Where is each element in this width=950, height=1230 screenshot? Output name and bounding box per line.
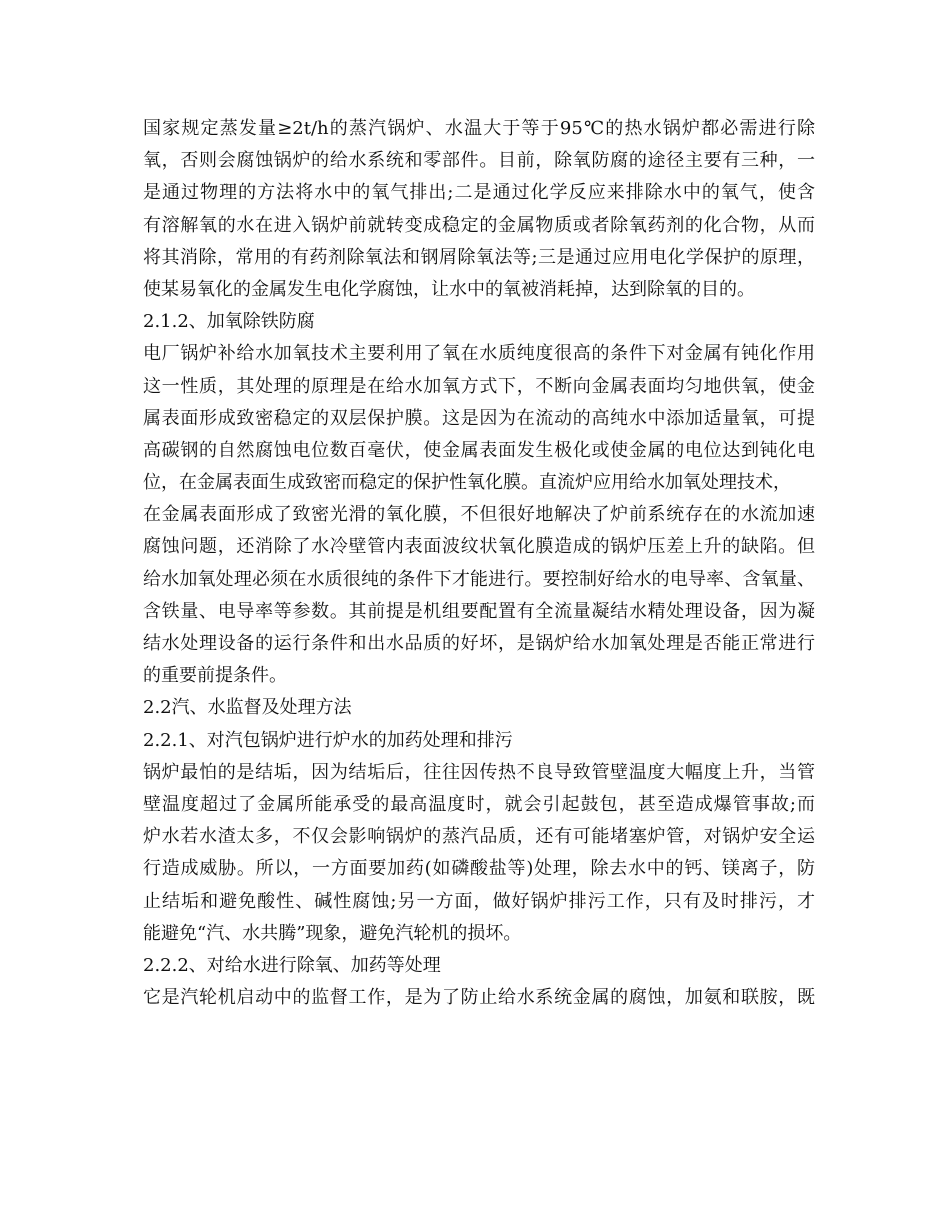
text-line: 锅炉最怕的是结垢，因为结垢后，往往因传热不良导致管壁温度大幅度上升，当管 <box>143 761 815 783</box>
text-line: 使某易氧化的金属发生电化学腐蚀，让水中的氧被消耗掉，达到除氧的目的。 <box>143 278 755 300</box>
text-line: 2.2.2、对给水进行除氧、加药等处理 <box>143 954 441 976</box>
text-line: 是通过物理的方法将水中的氧气排出;二是通过化学反应来排除水中的氧气，使含 <box>143 182 815 204</box>
text-line: 含铁量、电导率等参数。其前提是机组要配置有全流量凝结水精处理设备，因为凝 <box>143 600 815 622</box>
text-line: 属表面形成致密稳定的双层保护膜。这是因为在流动的高纯水中添加适量氧，可提 <box>143 407 815 429</box>
text-line: 结水处理设备的运行条件和出水品质的好坏，是锅炉给水加氧处理是否能正常进行 <box>143 633 815 654</box>
text-line: 炉水若水渣太多，不仅会影响锅炉的蒸汽品质，还有可能堵塞炉管，对锅炉安全运 <box>143 826 815 848</box>
text-line: 在金属表面形成了致密光滑的氧化膜，不但很好地解决了炉前系统存在的水流加速 <box>143 504 815 526</box>
text-line: 氧，否则会腐蚀锅炉的给水系统和零部件。目前，除氧防腐的途径主要有三种，一 <box>143 150 815 172</box>
text-line: 这一性质，其处理的原理是在给水加氧方式下，不断向金属表面均匀地供氧，使金 <box>143 375 815 397</box>
text-line: 2.2.1、对汽包锅炉进行炉水的加药处理和排污 <box>143 729 513 751</box>
text-line: 位，在金属表面生成致密而稳定的保护性氧化膜。直流炉应用给水加氧处理技术， <box>143 472 791 494</box>
text-line: 壁温度超过了金属所能承受的最高温度时，就会引起鼓包，甚至造成爆管事故;而 <box>143 793 815 815</box>
text-line: 能避免“汽、水共腾”现象，避免汽轮机的损坏。 <box>143 922 522 944</box>
text-line: 电厂锅炉补给水加氧技术主要利用了氧在水质纯度很高的条件下对金属有钝化作用 <box>143 343 815 365</box>
text-line: 有溶解氧的水在进入锅炉前就转变成稳定的金属物质或者除氧药剂的化合物，从而 <box>143 214 815 236</box>
text-line: 行造成威胁。所以，一方面要加药(如磷酸盐等)处理，除去水中的钙、镁离子，防 <box>143 858 815 880</box>
text-line: 2.2汽、水监督及处理方法 <box>143 697 352 719</box>
text-line: 给水加氧处理必须在水质很纯的条件下才能进行。要控制好给水的电导率、含氧量、 <box>143 568 815 590</box>
text-line: 2.1.2、加氧除铁防腐 <box>143 311 315 333</box>
text-line: 止结垢和避免酸性、碱性腐蚀;另一方面，做好锅炉排污工作，只有及时排污，才 <box>143 890 815 912</box>
text-line: 将其消除，常用的有药剂除氧法和钢屑除氧法等;三是通过应用电化学保护的原理， <box>143 246 815 268</box>
text-line: 的重要前提条件。 <box>143 665 287 687</box>
text-line: 它是汽轮机启动中的监督工作，是为了防止给水系统金属的腐蚀，加氨和联胺，既 <box>143 987 815 1009</box>
document-body <box>143 113 815 1014</box>
text-line: 高碳钢的自然腐蚀电位数百毫伏，使金属表面发生极化或使金属的电位达到钝化电 <box>143 439 815 461</box>
text-line: 腐蚀问题，还消除了水冷壁管内表面波纹状氧化膜造成的锅炉压差上升的缺陷。但 <box>143 536 815 558</box>
text-line: 国家规定蒸发量≥2t/h的蒸汽锅炉、水温大于等于95℃的热水锅炉都必需进行除 <box>143 118 815 139</box>
